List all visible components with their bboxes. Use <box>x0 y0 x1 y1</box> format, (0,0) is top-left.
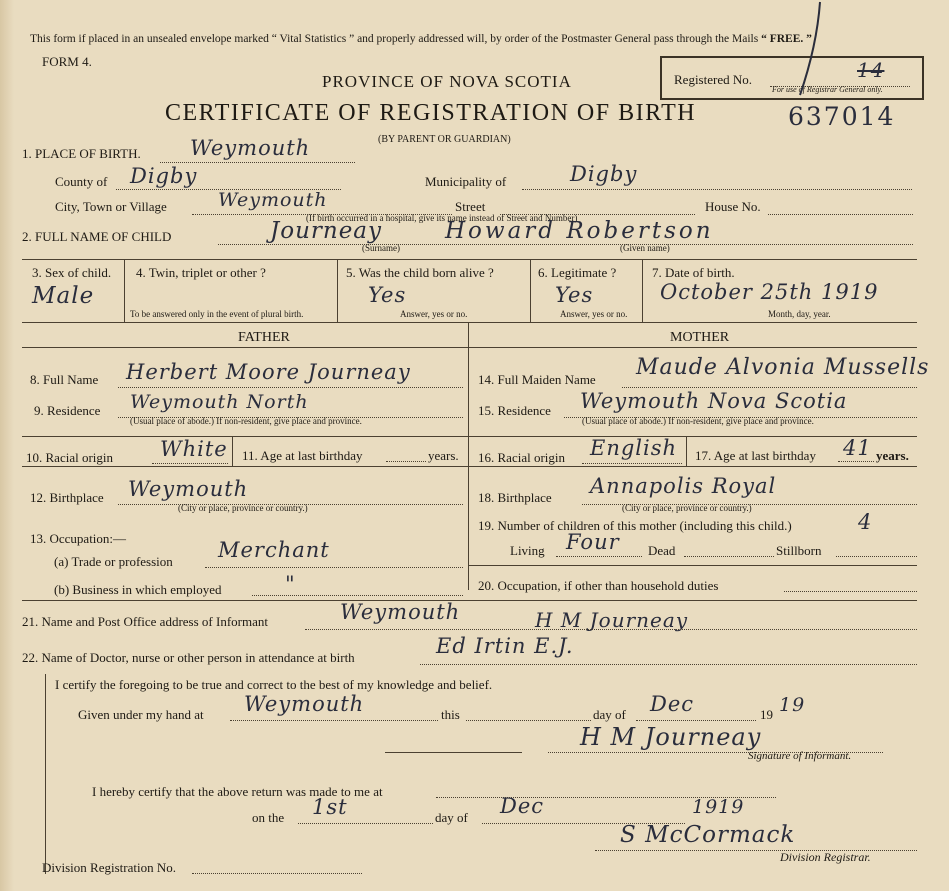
living-value: Four <box>566 530 620 554</box>
informant-name: H M Journeay <box>535 608 689 632</box>
county-value: Digby <box>130 164 198 188</box>
stillborn-label: Stillborn <box>776 543 822 558</box>
mother-heading: MOTHER <box>670 330 730 345</box>
division-registrar-caption: Division Registrar. <box>780 850 871 864</box>
alive-note: Answer, yes or no. <box>400 309 468 319</box>
form-number: FORM 4. <box>42 54 92 69</box>
father-age-suffix: years. <box>428 448 459 463</box>
mother-occupation-label: 20. Occupation, if other than household duties <box>478 578 719 593</box>
city-label: City, Town or Village <box>55 199 167 214</box>
city-value: Weymouth <box>218 189 328 211</box>
father-name-label: 8. Full Name <box>30 372 99 387</box>
registered-label: Registered No. <box>674 72 752 87</box>
certify-text: I certify the foregoing to be true and correct to the best of my knowledge and belief. <box>55 677 493 692</box>
given-place: Weymouth <box>244 692 365 716</box>
mother-residence-note: (Usual place of abode.) If non-resident, give place and province. <box>582 416 814 426</box>
certificate-number: 637014 <box>788 102 896 131</box>
on-the-label: on the <box>252 810 285 825</box>
return-day: 1st <box>312 795 348 819</box>
mother-racial-label: 16. Racial origin <box>478 450 566 465</box>
place-of-birth-label: 1. PLACE OF BIRTH. <box>22 146 141 161</box>
free-label: “ FREE. ” <box>761 33 812 45</box>
children-label: 19. Number of children of this mother (including this child.) <box>478 518 792 533</box>
municipality-value: Digby <box>570 162 638 186</box>
mother-name-value: Maude Alvonia Mussells <box>636 355 930 380</box>
hospital-note: (If birth occurred in a hospital, give its name instead of Street and Number) <box>306 213 578 223</box>
given-label: Given under my hand at <box>78 707 204 722</box>
father-heading: FATHER <box>238 330 290 345</box>
child-name-label: 2. FULL NAME OF CHILD <box>22 229 172 244</box>
children-value: 4 <box>858 510 873 534</box>
child-surname: Journeay <box>270 218 383 244</box>
legitimate-value: Yes <box>555 283 594 307</box>
mother-residence-value: Weymouth Nova Scotia <box>580 389 848 413</box>
certificate-title: CERTIFICATE OF REGISTRATION OF BIRTH <box>165 100 697 126</box>
father-racial-label: 10. Racial origin <box>26 450 114 465</box>
trade-value: Merchant <box>218 538 330 562</box>
mother-birthplace-note: (City or place, province or country.) <box>622 503 752 513</box>
signature-caption: Signature of Informant. <box>748 750 852 762</box>
registrar-note: For use of Registrar General only. <box>772 85 883 94</box>
child-given-name: Howard Robertson <box>445 218 714 244</box>
twin-label: 4. Twin, triplet or other ? <box>136 265 266 280</box>
mother-racial-value: English <box>590 436 678 460</box>
day-of-label: day of <box>593 707 626 722</box>
father-racial-value: White <box>160 437 228 461</box>
return-text: I hereby certify that the above return was made to me at <box>92 784 383 799</box>
business-value: " <box>285 572 296 596</box>
province-heading: PROVINCE OF NOVA SCOTIA <box>322 72 572 91</box>
county-label: County of <box>55 174 108 189</box>
alive-value: Yes <box>368 283 407 307</box>
mother-residence-label: 15. Residence <box>478 403 551 418</box>
doctor-label: 22. Name of Doctor, nurse or other person in attendance at birth <box>22 650 355 665</box>
informant-signature: H M Journeay <box>580 723 762 751</box>
mailing-notice: This form if placed in an unsealed envelope marked “ Vital Statistics ” and properly addressed will, by order of the Postmaster General pass through the Mails “ FREE. ” <box>30 33 812 45</box>
pen-stroke-mark <box>790 0 830 100</box>
twin-note: To be answered only in the event of plural birth. <box>130 309 304 319</box>
father-age-label: 11. Age at last birthday <box>242 448 363 463</box>
dead-label: Dead <box>648 543 676 558</box>
mother-age-suffix: years. <box>876 448 909 463</box>
father-residence-note: (Usual place of abode.) If non-resident, give place and province. <box>130 416 362 426</box>
father-birthplace-value: Weymouth <box>128 477 249 501</box>
informant-place: Weymouth <box>340 600 461 624</box>
trade-label: (a) Trade or profession <box>54 554 173 569</box>
registrar-signature: S McCormack <box>620 822 796 848</box>
alive-label: 5. Was the child born alive ? <box>346 265 494 280</box>
father-residence-value: Weymouth North <box>130 391 309 413</box>
mother-birthplace-value: Annapolis Royal <box>590 474 777 498</box>
father-name-value: Herbert Moore Journeay <box>126 360 411 384</box>
municipality-label: Municipality of <box>425 174 507 189</box>
certificate-subtitle: (BY PARENT OR GUARDIAN) <box>378 134 511 145</box>
father-residence-label: 9. Residence <box>34 403 101 418</box>
return-month: Dec <box>500 794 545 818</box>
business-label: (b) Business in which employed <box>54 582 222 597</box>
registered-number: 14 <box>857 58 885 82</box>
given-note: (Given name) <box>620 243 670 253</box>
dob-label: 7. Date of birth. <box>652 265 735 280</box>
doctor-value: Ed Irtin E.J. <box>436 634 574 658</box>
mother-age-label: 17. Age at last birthday <box>695 448 816 463</box>
dob-value: October 25th 1919 <box>660 280 879 304</box>
place-of-birth-value: Weymouth <box>190 136 311 160</box>
paper-edge-shadow <box>0 0 14 891</box>
dob-note: Month, day, year. <box>768 309 831 319</box>
mother-age-value: 41 <box>843 436 872 460</box>
informant-label: 21. Name and Post Office address of Informant <box>22 614 268 629</box>
father-occupation-label: 13. Occupation:— <box>30 531 127 546</box>
division-registration-label: Division Registration No. <box>42 860 176 875</box>
mother-birthplace-label: 18. Birthplace <box>478 490 552 505</box>
legitimate-label: 6. Legitimate ? <box>538 265 617 280</box>
given-month: Dec <box>650 692 695 716</box>
sex-value: Male <box>32 283 95 309</box>
return-day-of-label: day of <box>435 810 468 825</box>
mother-name-label: 14. Full Maiden Name <box>478 372 596 387</box>
legitimate-note: Answer, yes or no. <box>560 309 628 319</box>
father-birthplace-note: (City or place, province or country.) <box>178 503 308 513</box>
year-prefix: 19 <box>760 707 773 722</box>
house-label: House No. <box>705 199 761 214</box>
return-year: 1919 <box>692 796 745 818</box>
street-label: Street <box>455 199 486 214</box>
surname-note: (Surname) <box>362 243 400 253</box>
living-label: Living <box>510 543 545 558</box>
year-suffix: 19 <box>779 694 806 716</box>
this-label: this <box>441 707 460 722</box>
sex-label: 3. Sex of child. <box>32 265 112 280</box>
father-birthplace-label: 12. Birthplace <box>30 490 104 505</box>
